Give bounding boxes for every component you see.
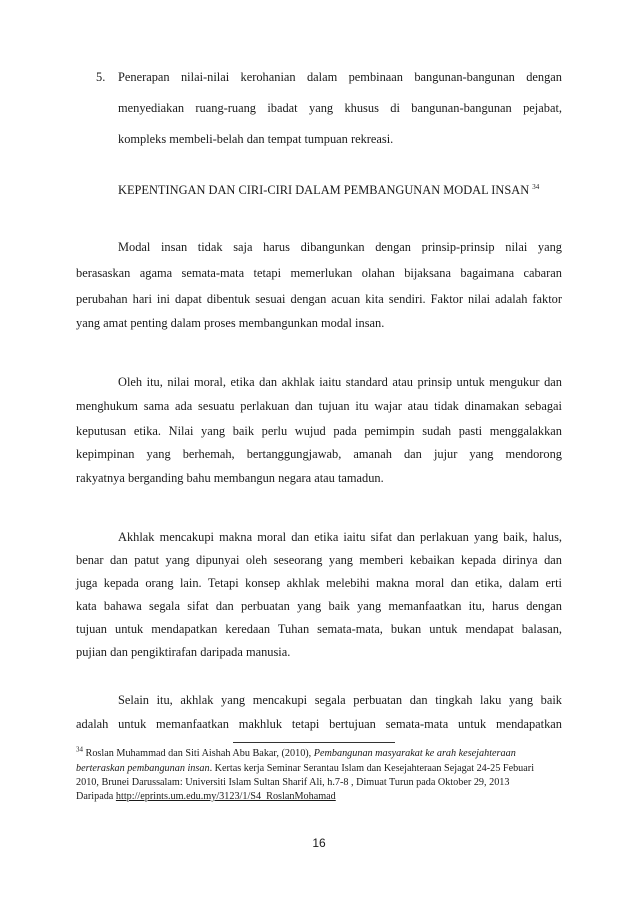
- paragraph-line: Akhlak mencakupi makna moral dan etika iaitu sifat dan perlakuan yang baik, halus,: [118, 530, 562, 544]
- paragraph-line: berasaskan agama semata-mata tetapi memerlukan olahan bijaksana bagaimana cabaran: [76, 266, 562, 280]
- list-line: Penerapan nilai-nilai kerohanian dalam pembinaan bangunan-bangunan dengan: [118, 70, 562, 84]
- paragraph-line: Oleh itu, nilai moral, etika dan akhlak iaitu standard atau prinsip untuk mengukur dan: [118, 375, 562, 389]
- footnote-line: $^{34}$ Roslan Muhammad dan Siti Aishah Abu Bakar, (2010), Pembangunan masyarakat ke arah kesejahteraan: [76, 745, 516, 759]
- page-number: 16: [312, 836, 326, 850]
- paragraph-line: pujian dan pengiktirafan daripada manusia.: [76, 645, 291, 659]
- footnote-line: berteraskan pembangunan insan. Kertas kerja Seminar Serantau Islam dan Kesejahteraan Sejagat 24-25 Febuari: [76, 763, 535, 774]
- footnote-line: 2010, Brunei Darussalam: Universiti Islam Sultan Sharif Ali, h.7-8 , Dimuat Turun pada Oktober 29, 2013: [76, 777, 510, 788]
- list-number: 5.: [96, 70, 106, 84]
- heading-text: KEPENTINGAN DAN CIRI-CIRI DALAM PEMBANGUNAN MODAL INSAN: [118, 183, 530, 197]
- paragraph-line: keputusan etika. Nilai yang baik perlu wujud pada pemimpin sudah pasti menggalakkan: [76, 424, 562, 438]
- paragraph-line: tujuan untuk mendapatkan keredaan Tuhan semata-mata, bukan untuk mendapat balasan,: [76, 622, 562, 636]
- paragraph-line: juga kepada orang lain. Tetapi konsep akhlak melebihi makna moral dan etika, dalam erti: [76, 576, 562, 590]
- paragraph-line: perubahan hari ini dapat dibentuk sesuai dengan acuan kita sendiri. Faktor nilai adalah faktor: [76, 292, 562, 306]
- footnote-marker: 34: [76, 745, 83, 754]
- list-line: menyediakan ruang-ruang ibadat yang khusus di bangunan-bangunan pejabat,: [118, 101, 562, 115]
- paragraph-line: rakyatnya berganding bahu membangun negara atau tamadun.: [76, 471, 384, 485]
- paragraph-line: adalah untuk memanfaatkan makhluk tetapi bertujuan semata-mata untuk mendapatkan: [76, 717, 562, 731]
- paragraph-line: yang amat penting dalam proses membangunkan modal insan.: [76, 316, 385, 330]
- paragraph-line: benar dan patut yang dipunyai oleh seseorang yang memberi kebaikan kepada dirinya dan: [76, 553, 562, 567]
- footnote-divider: [233, 742, 395, 743]
- list-line: kompleks membeli-belah dan tempat tumpuan rekreasi.: [118, 132, 394, 146]
- paragraph-line: kepimpinan yang berhemah, bertanggungjawab, amanah dan jujur yang mendorong: [76, 447, 562, 461]
- footnote-line: Daripada http://eprints.um.edu.my/3123/1/S4_RoslanMohamad: [76, 791, 336, 802]
- heading-footnote-ref: 34: [532, 182, 540, 191]
- paragraph-line: Modal insan tidak saja harus dibangunkan dengan prinsip-prinsip nilai yang: [118, 240, 562, 254]
- paragraph-line: menghukum sama ada sesuatu perlakuan dan tujuan itu wajar atau tidak dinamakan sebagai: [76, 399, 562, 413]
- paragraph-line: Selain itu, akhlak yang mencakupi segala perbuatan dan tingkah laku yang baik: [118, 693, 562, 707]
- paragraph-line: kata bahawa segala sifat dan perbuatan yang baik yang memanfaatkan itu, harus dengan: [76, 599, 562, 613]
- footnote-source-link[interactable]: http://eprints.um.edu.my/3123/1/S4_RoslanMohamad: [115, 791, 336, 802]
